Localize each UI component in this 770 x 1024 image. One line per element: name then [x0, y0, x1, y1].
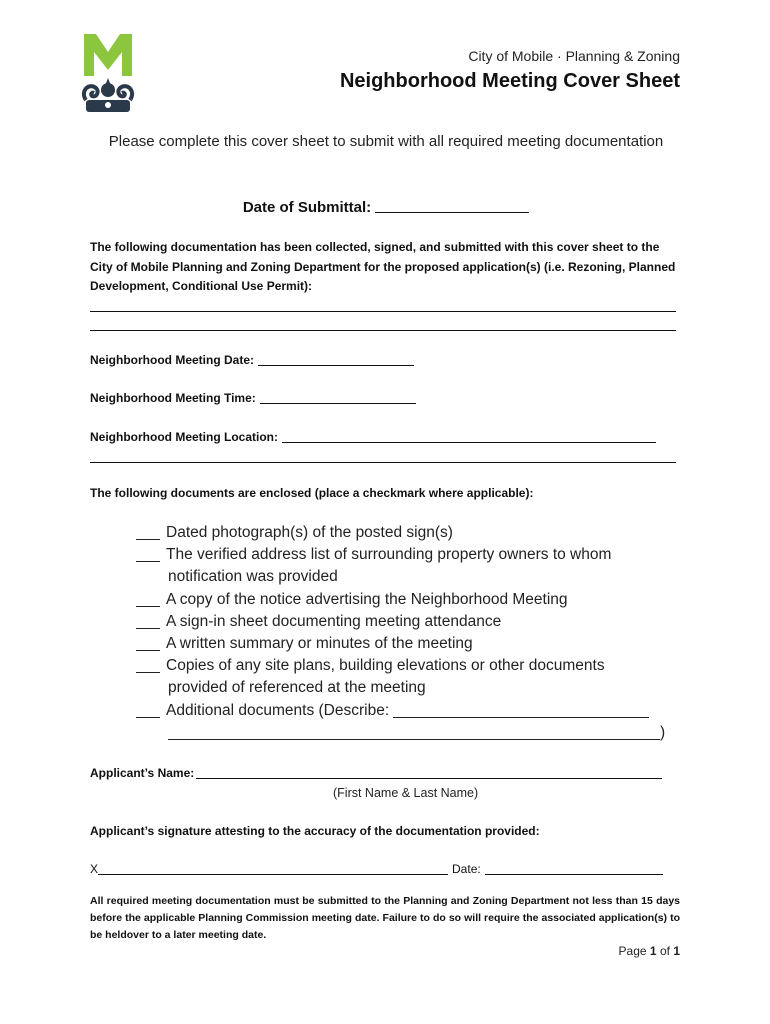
checklist-item: [136, 589, 696, 611]
signature-row: [90, 862, 663, 876]
checklist-item-text: A copy of the notice advertising the Neighborhood Meeting: [166, 590, 568, 608]
documentation-paragraph: The following documentation has been collected, signed, and submitted with this cover sheet to the City of Mobile Planning and Zoning Department for the proposed application(s) (i.e. Rezoning, Planned Development, Conditional Use Permit):: [90, 240, 676, 293]
checklist-item-text: Dated photograph(s) of the posted sign(s): [166, 524, 453, 541]
checklist-item: [136, 655, 696, 699]
checkbox-blank[interactable]: [136, 547, 160, 562]
signature-date-field[interactable]: [485, 862, 663, 875]
additional-documents-field-2[interactable]: [168, 725, 660, 740]
enclosed-heading: The following documents are enclosed (place a checkmark where applicable):: [90, 486, 534, 500]
checkbox-blank[interactable]: [136, 614, 160, 629]
checkbox-blank[interactable]: [136, 636, 160, 651]
documents-checklist: [136, 522, 696, 744]
meeting-date-row: [90, 353, 414, 367]
meeting-time-label: Neighborhood Meeting Time:: [90, 391, 256, 405]
checklist-item-text: A sign-in sheet documenting meeting attendance: [166, 612, 502, 630]
signature-field[interactable]: [98, 862, 448, 875]
checklist-item-text: The verified address list of surrounding property owners to whom: [166, 546, 612, 564]
meeting-location-row: [90, 430, 656, 444]
checklist-item: [136, 633, 696, 655]
page-title: Neighborhood Meeting Cover Sheet: [339, 70, 680, 92]
meeting-time-field[interactable]: [260, 391, 416, 404]
footer-note: All required meeting documentation must be submitted to the Planning and Zoning Department not less than 15 days before the applicable Planning Commission meeting date. Failure to do so will require the associated application(s) to be heldover to a later meeting date.: [90, 895, 680, 941]
checkbox-blank[interactable]: [136, 703, 160, 718]
checklist-item-text: Copies of any site plans, building elevations or other documents: [166, 657, 605, 675]
city-of-mobile-logo: [80, 34, 136, 116]
checklist-item: [136, 611, 696, 633]
additional-documents-field[interactable]: [393, 703, 649, 718]
checklist-item-continuation: provided of referenced at the meeting: [168, 679, 426, 697]
meeting-location-line-2[interactable]: [90, 462, 676, 463]
applicant-name-field[interactable]: [196, 766, 662, 779]
intro-text: Please complete this cover sheet to submit with all required meeting documentation: [108, 133, 664, 150]
application-line-2[interactable]: [90, 330, 676, 331]
checklist-item-additional: [136, 700, 696, 744]
meeting-date-label: Neighborhood Meeting Date:: [90, 353, 254, 367]
checkbox-blank[interactable]: [136, 592, 160, 607]
meeting-time-row: [90, 391, 416, 405]
checkbox-blank[interactable]: [136, 658, 160, 673]
additional-documents-close: ): [660, 723, 666, 741]
submittal-date-field[interactable]: [375, 198, 529, 213]
signature-label: Applicant’s signature attesting to the accuracy of the documentation provided:: [90, 824, 540, 838]
page-prefix: Page: [618, 944, 647, 958]
applicant-name-caption: (First Name & Last Name): [333, 786, 479, 800]
applicant-name-label: Applicant’s Name:: [90, 766, 195, 780]
page-total: 1: [673, 944, 680, 958]
page-current: 1: [649, 944, 657, 958]
additional-documents-label: Additional documents (Describe:: [166, 701, 390, 719]
page-of: of: [659, 944, 670, 958]
additional-documents-line-2: [136, 722, 696, 744]
submittal-date-row: [90, 198, 682, 216]
meeting-date-field[interactable]: [258, 353, 414, 366]
checklist-item-continuation: notification was provided: [168, 568, 338, 586]
checkbox-blank[interactable]: [136, 525, 160, 540]
checklist-item: [136, 544, 696, 588]
application-line-1[interactable]: [90, 311, 676, 312]
organization-name: City of Mobile · Planning & Zoning: [468, 48, 680, 64]
page-number: [619, 944, 680, 958]
checklist-item: [136, 522, 696, 544]
meeting-location-label: Neighborhood Meeting Location:: [90, 430, 278, 444]
signature-date-label: Date:: [452, 862, 481, 876]
applicant-name-row: [90, 766, 662, 780]
checklist-item-text: A written summary or minutes of the meeting: [166, 635, 473, 653]
meeting-location-field[interactable]: [282, 430, 656, 443]
signature-x-mark: X: [90, 862, 99, 876]
submittal-date-label: Date of Submittal:: [242, 199, 372, 216]
